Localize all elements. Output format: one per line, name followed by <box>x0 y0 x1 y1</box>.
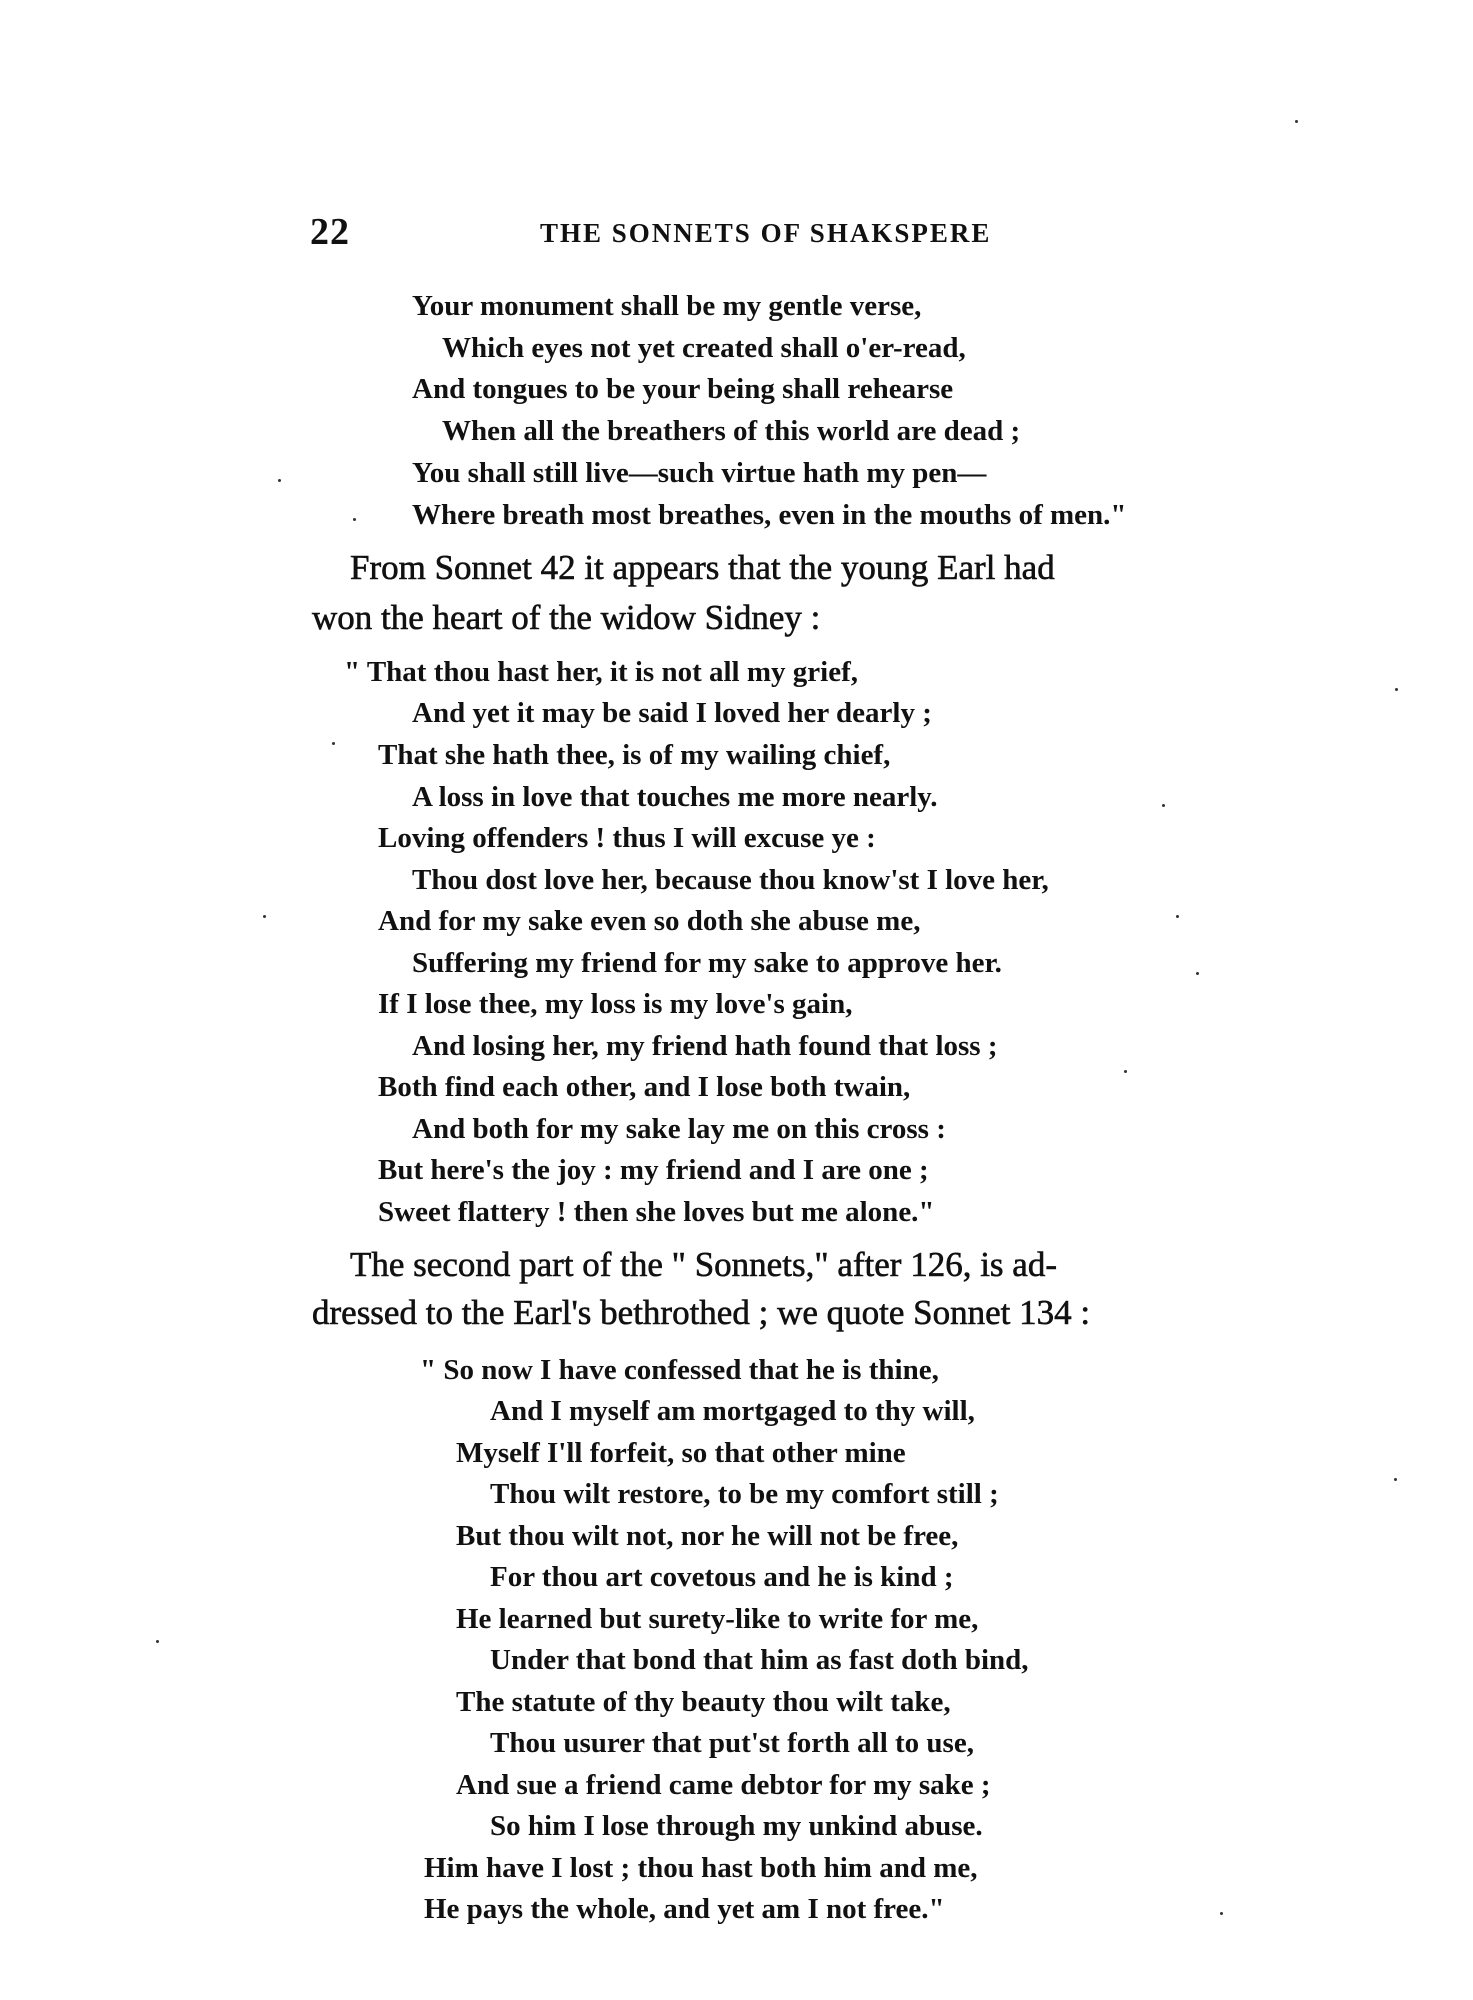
verse-line: But thou wilt not, nor he will not be free, <box>456 1520 959 1552</box>
verse-line: Suffering my friend for my sake to approve her. <box>412 947 1002 979</box>
verse-line: And tongues to be your being shall rehearse <box>412 373 954 405</box>
verse-line: A loss in love that touches me more nearly. <box>412 781 938 813</box>
scan-speck <box>332 742 335 745</box>
scan-speck <box>1395 688 1398 691</box>
scan-speck <box>1295 120 1298 123</box>
prose-line: From Sonnet 42 it appears that the young Earl had <box>350 548 1055 587</box>
scan-speck <box>278 479 281 482</box>
running-title: THE SONNETS OF SHAKSPERE <box>540 218 992 248</box>
scan-speck <box>1176 915 1179 918</box>
verse-line: " So now I have confessed that he is thine, <box>420 1354 939 1386</box>
verse-line: Both find each other, and I lose both twain, <box>378 1071 911 1103</box>
scan-speck <box>1124 1070 1127 1073</box>
verse-line: You shall still live—such virtue hath my pen— <box>412 457 987 489</box>
verse-line: And I myself am mortgaged to thy will, <box>490 1395 975 1427</box>
verse-line: He pays the whole, and yet am I not free." <box>424 1893 945 1925</box>
verse-line: Under that bond that him as fast doth bind, <box>490 1644 1029 1676</box>
page-number: 22 <box>310 211 350 253</box>
scan-speck <box>1220 1912 1223 1915</box>
verse-line: Thou wilt restore, to be my comfort still ; <box>490 1478 999 1510</box>
scan-speck <box>1162 804 1165 807</box>
verse-line: And for my sake even so doth she abuse me, <box>378 905 921 937</box>
verse-line: When all the breathers of this world are dead ; <box>442 415 1021 447</box>
verse-line: For thou art covetous and he is kind ; <box>490 1561 954 1593</box>
verse-line: Loving offenders ! thus I will excuse ye : <box>378 822 876 854</box>
verse-line: And both for my sake lay me on this cross : <box>412 1113 946 1145</box>
scan-speck <box>1196 972 1199 975</box>
scan-speck <box>263 915 266 918</box>
prose-line: dressed to the Earl's bethrothed ; we quote Sonnet 134 : <box>312 1293 1091 1332</box>
scan-speck <box>1394 1478 1397 1481</box>
verse-line: Where breath most breathes, even in the mouths of men." <box>412 499 1127 531</box>
verse-line: " That thou hast her, it is not all my grief, <box>344 656 858 688</box>
verse-line: And sue a friend came debtor for my sake ; <box>456 1769 991 1801</box>
verse-line: If I lose thee, my loss is my love's gain, <box>378 988 853 1020</box>
verse-line: The statute of thy beauty thou wilt take, <box>456 1686 951 1718</box>
verse-line: And yet it may be said I loved her dearly ; <box>412 697 932 729</box>
prose-line: The second part of the " Sonnets," after 126, is ad- <box>350 1245 1057 1284</box>
verse-line: That she hath thee, is of my wailing chief, <box>378 739 891 771</box>
page-header <box>310 210 1210 253</box>
verse-line: Which eyes not yet created shall o'er-read, <box>442 332 966 364</box>
verse-line: Him have I lost ; thou hast both him and me, <box>424 1852 978 1884</box>
verse-line: But here's the joy : my friend and I are one ; <box>378 1154 929 1186</box>
verse-line: He learned but surety-like to write for me, <box>456 1603 979 1635</box>
verse-line: And losing her, my friend hath found that loss ; <box>412 1030 998 1062</box>
verse-line: Thou dost love her, because thou know'st I love her, <box>412 864 1049 896</box>
prose-line: won the heart of the widow Sidney : <box>312 598 821 637</box>
verse-line: Thou usurer that put'st forth all to use, <box>490 1727 974 1759</box>
scan-speck <box>156 1640 159 1643</box>
verse-line: Myself I'll forfeit, so that other mine <box>456 1437 906 1469</box>
verse-line: Sweet flattery ! then she loves but me alone." <box>378 1196 935 1228</box>
verse-line: So him I lose through my unkind abuse. <box>490 1810 983 1842</box>
verse-line: Your monument shall be my gentle verse, <box>412 290 922 322</box>
scan-speck <box>353 518 356 521</box>
